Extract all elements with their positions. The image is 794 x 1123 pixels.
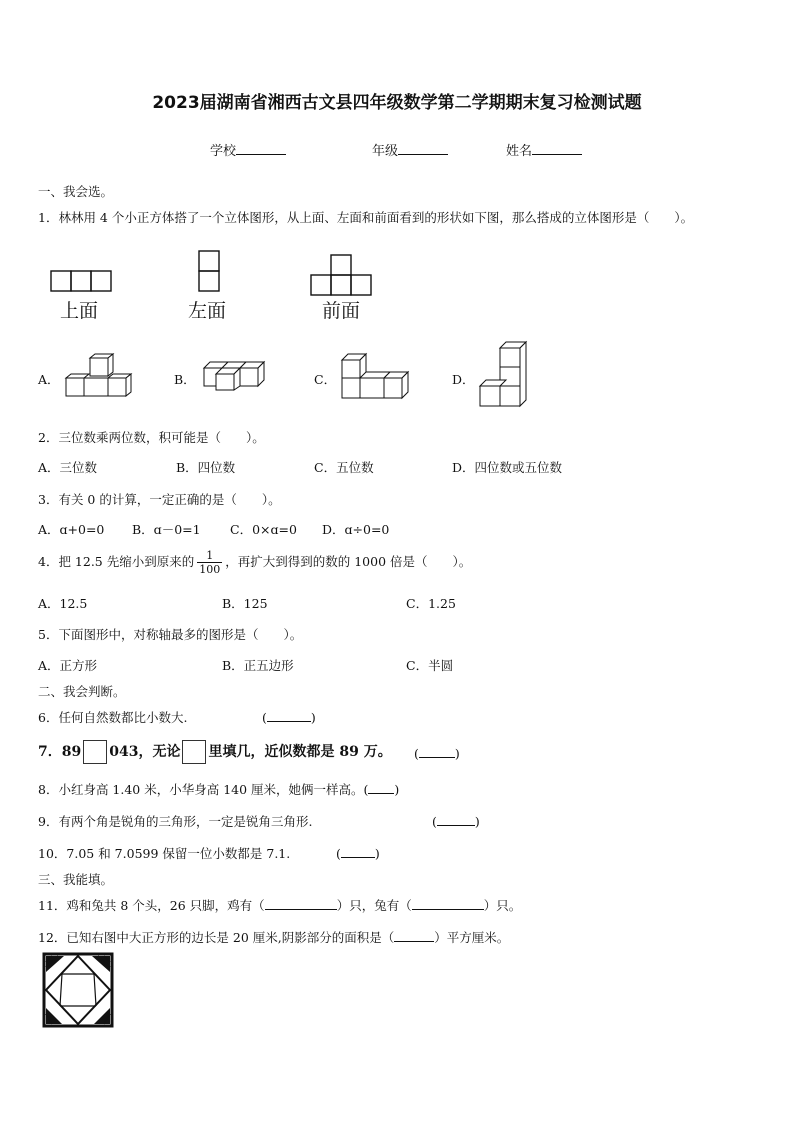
q7-blank[interactable]: [419, 744, 455, 758]
q7-part-2: 043，无论: [109, 744, 181, 760]
left-view-label: 左面: [188, 300, 227, 322]
q2-option-a[interactable]: A．三位数: [38, 460, 98, 475]
q7-answer[interactable]: [414, 744, 460, 761]
q9-paren-close: ): [474, 814, 480, 829]
fraction-one-hundredth: [197, 549, 222, 576]
q7-paren-open: (: [414, 746, 419, 761]
q3-option-a[interactable]: A．ɑ+0=0: [38, 522, 105, 537]
name-field[interactable]: [506, 140, 582, 159]
q6-paren-open: (: [262, 710, 267, 725]
front-view-figure: [310, 254, 374, 298]
q10-paren-open: (: [336, 846, 341, 861]
left-view-figure: [198, 250, 222, 294]
q11-part-1: 11．鸡和兔共 8 个头，26 只脚，鸡有（: [38, 898, 265, 913]
school-blank[interactable]: [236, 141, 286, 155]
q2-text: 2．三位数乘两位数，积可能是（ ）。: [38, 430, 265, 445]
q11-part-3: ）只。: [483, 898, 522, 913]
q9-blank[interactable]: [437, 812, 475, 826]
name-label: 姓名: [506, 144, 533, 159]
q8-blank[interactable]: [368, 780, 394, 794]
q10-text: 10．7.05 和 7.0599 保留一位小数都是 7.1.: [38, 846, 291, 861]
fraction-denominator: 100: [199, 563, 221, 577]
q4-text-after: ，再扩大到得到的数的 1000 倍是（ ）。: [225, 554, 472, 570]
q4-option-b[interactable]: B．125: [222, 596, 268, 611]
q8-statement: 8．小红身高 1.40 米，小华身高 140 厘米，她俩一样高。(: [38, 782, 369, 797]
name-blank[interactable]: [532, 141, 582, 155]
q8-text: [38, 780, 399, 798]
q3-option-c[interactable]: C．0×ɑ=0: [230, 522, 297, 537]
q4-text-before: 4．把 12.5 先缩小到原来的: [38, 554, 195, 570]
q2-option-d[interactable]: D．四位数或五位数: [452, 460, 563, 475]
q6-paren-close: ): [310, 710, 316, 725]
q1-option-b-figure: [202, 360, 272, 392]
page-title: 2023届湖南省湘西古文县四年级数学第二学期期末复习检测试题: [152, 93, 642, 113]
q1-option-b-label[interactable]: B．: [174, 372, 196, 387]
section-3-heading: 三、我能填。: [38, 872, 114, 887]
q6-text: 6．任何自然数都比小数大.: [38, 710, 188, 725]
q12-part-1: 12．已知右图中大正方形的边长是 20 厘米,阴影部分的面积是（: [38, 930, 395, 945]
q6-blank[interactable]: [267, 708, 311, 722]
q5-text: 5．下面图形中，对称轴最多的图形是（ ）。: [38, 627, 303, 642]
q6-answer[interactable]: [262, 708, 316, 725]
fraction-numerator: 1: [197, 549, 222, 563]
top-view-label: 上面: [60, 300, 99, 322]
shaded-area-blank[interactable]: [394, 928, 434, 942]
q1-option-d-figure: [478, 340, 530, 410]
q2-option-c[interactable]: C．五位数: [314, 460, 374, 475]
q4-option-c[interactable]: C．1.25: [406, 596, 456, 611]
q7-digit-box-1[interactable]: [83, 740, 107, 764]
section-1-heading: 一、我会选。: [38, 184, 114, 199]
grade-blank[interactable]: [398, 141, 448, 155]
q9-text: 9．有两个角是锐角的三角形，一定是锐角三角形.: [38, 814, 313, 829]
q10-paren-close: ): [374, 846, 380, 861]
school-field[interactable]: [210, 140, 286, 159]
q7-text: [38, 740, 392, 764]
q10-answer[interactable]: [336, 844, 380, 861]
q3-text: 3．有关 0 的计算，一定正确的是（ ）。: [38, 492, 281, 507]
q11-part-2: ）只，兔有（: [336, 898, 412, 913]
q5-option-a[interactable]: A．正方形: [38, 658, 98, 673]
q12-part-2: ）平方厘米。: [434, 930, 510, 945]
rabbit-count-blank[interactable]: [412, 896, 484, 910]
q5-option-b[interactable]: B．正五边形: [222, 658, 294, 673]
q1-text: 1．林林用 4 个小正方体搭了一个立体图形，从上面、左面和前面看到的形状如下图，那么搭成的立体图形是（ ）。: [38, 210, 694, 225]
q12-text: [38, 928, 509, 946]
school-label: 学校: [210, 144, 237, 159]
q3-option-b[interactable]: B．ɑ－0=1: [132, 522, 201, 537]
q7-digit-box-2[interactable]: [182, 740, 206, 764]
q1-option-c-figure: [340, 352, 412, 400]
q8-paren-close: ): [394, 782, 400, 797]
q1-option-a-label[interactable]: A．: [38, 372, 60, 387]
chicken-count-blank[interactable]: [265, 896, 337, 910]
q11-text: [38, 896, 521, 914]
q1-option-a-figure: [64, 352, 136, 400]
q10-blank[interactable]: [341, 844, 375, 858]
q2-option-b[interactable]: B．四位数: [176, 460, 236, 475]
q4-text: [38, 549, 471, 576]
q9-paren-open: (: [432, 814, 437, 829]
front-view-label: 前面: [322, 300, 361, 322]
q7-part-3: 里填几，近似数都是 89 万。: [208, 744, 392, 760]
q5-option-c[interactable]: C．半圆: [406, 658, 454, 673]
q3-option-d[interactable]: D．ɑ÷0=0: [322, 522, 390, 537]
q4-option-a[interactable]: A．12.5: [38, 596, 88, 611]
q7-paren-close: ): [454, 746, 460, 761]
grade-label: 年级: [372, 144, 399, 159]
q12-square-figure: [42, 952, 116, 1030]
grade-field[interactable]: [372, 140, 448, 159]
section-2-heading: 二、我会判断。: [38, 684, 126, 699]
top-view-figure: [50, 270, 114, 294]
q7-part-1: 7．89: [38, 744, 82, 760]
q1-option-d-label[interactable]: D．: [452, 372, 475, 387]
q9-answer[interactable]: [432, 812, 480, 829]
q1-option-c-label[interactable]: C．: [314, 372, 337, 387]
